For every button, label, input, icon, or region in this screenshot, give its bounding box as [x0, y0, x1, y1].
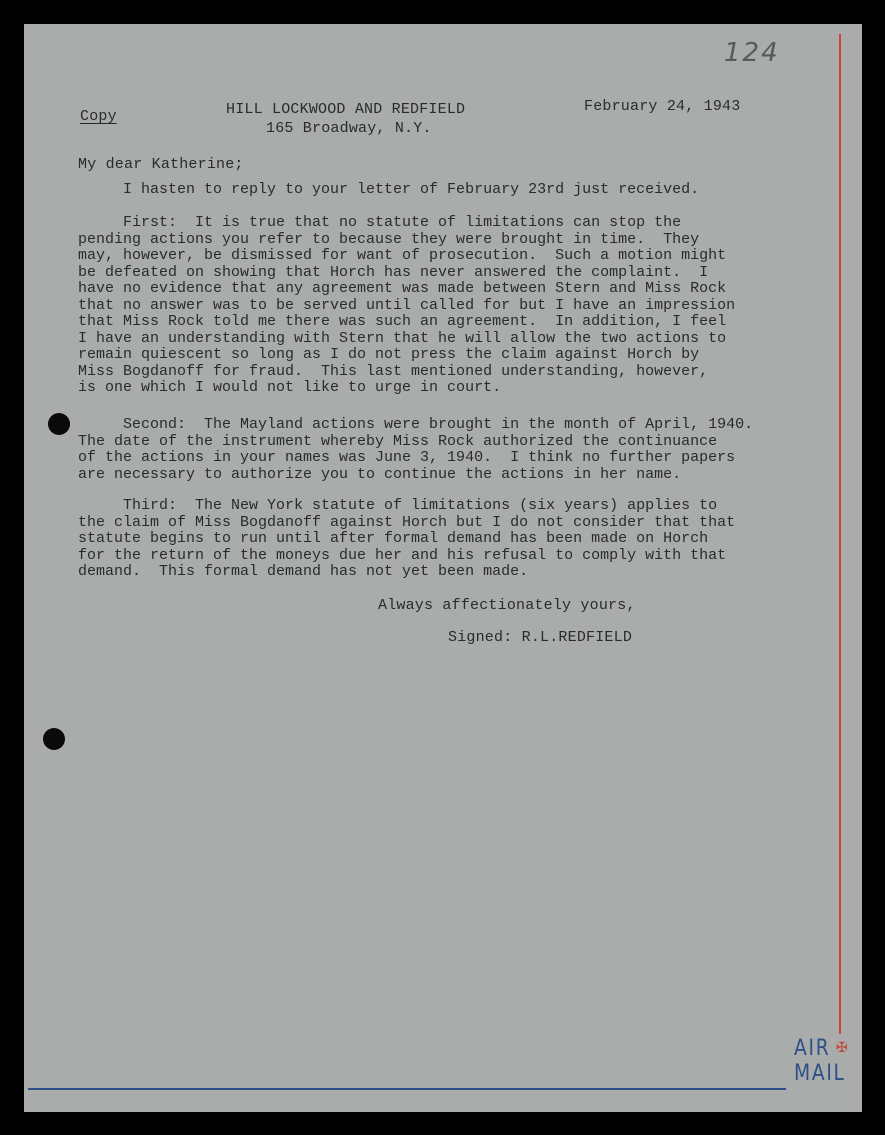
paragraph-line: remain quiescent so long as I do not press the claim against Horch by: [78, 346, 700, 363]
closing: Always affectionately yours,: [378, 597, 636, 614]
punch-hole-icon: [43, 728, 65, 750]
firm-address: 165 Broadway, N.Y.: [266, 120, 432, 137]
airmail-red-border: [839, 34, 841, 1034]
paragraph-line: demand. This formal demand has not yet been made.: [78, 563, 529, 580]
paragraph-line: of the actions in your names was June 3, 1940. I think no further papers: [78, 449, 736, 466]
paragraph-line: Miss Bogdanoff for fraud. This last mentioned understanding, however,: [78, 362, 709, 380]
paragraph-line: Second: The Mayland actions were brought in the month of April, 1940.: [78, 416, 754, 433]
copy-label: Copy: [80, 108, 117, 125]
paragraph-third: [78, 498, 735, 581]
paragraph-line: I hasten to reply to your letter of February 23rd just received.: [78, 181, 700, 198]
paragraph-line: is one which I would not like to urge in court.: [78, 379, 502, 396]
paragraph-line: that no answer was to be served until called for but I have an impression: [78, 296, 736, 314]
paragraph-line: the claim of Miss Bogdanoff against Horch but I do not consider that that: [78, 513, 736, 531]
paragraph-line: for the return of the moneys due her and his refusal to comply with that: [78, 546, 727, 564]
paragraph-second: [78, 417, 753, 483]
airmail-emblem-icon: ✠: [836, 1040, 848, 1056]
paragraph-line: The date of the instrument whereby Miss Rock authorized the continuance: [78, 432, 718, 450]
firm-name: HILL LOCKWOOD AND REDFIELD: [226, 101, 466, 118]
letter-date: February 24, 1943: [584, 98, 741, 115]
paragraph-first: [78, 215, 735, 397]
handwritten-page-number: 124: [724, 38, 780, 68]
paragraph-line: are necessary to authorize you to continue the actions in her name.: [78, 465, 682, 483]
salutation: My dear Katherine;: [78, 156, 244, 173]
paragraph-line: statute begins to run until after formal demand has been made on Horch: [78, 530, 709, 547]
paragraph-line: may, however, be dismissed for want of prosecution. Such a motion might: [78, 247, 727, 264]
airmail-word-air: AIR: [794, 1036, 831, 1061]
airmail-blue-border: [28, 1088, 786, 1090]
airmail-word-mail: MAIL: [794, 1061, 846, 1086]
signature: Signed: R.L.REDFIELD: [448, 629, 633, 646]
paragraph-line: have no evidence that any agreement was made between Stern and Miss Rock: [78, 280, 727, 297]
paragraph-line: First: It is true that no statute of limitations can stop the: [78, 214, 682, 231]
paragraph-intro: [78, 182, 699, 199]
paragraph-line: pending actions you refer to because they were brought in time. They: [78, 230, 700, 248]
letter-page: [24, 24, 862, 1112]
paragraph-line: be defeated on showing that Horch has never answered the complaint. I: [78, 263, 709, 281]
paragraph-line: that Miss Rock told me there was such an agreement. In addition, I feel: [78, 313, 727, 330]
paragraph-line: I have an understanding with Stern that he will allow the two actions to: [78, 329, 727, 347]
punch-hole-icon: [48, 413, 70, 435]
paragraph-line: Third: The New York statute of limitations (six years) applies to: [78, 497, 718, 514]
